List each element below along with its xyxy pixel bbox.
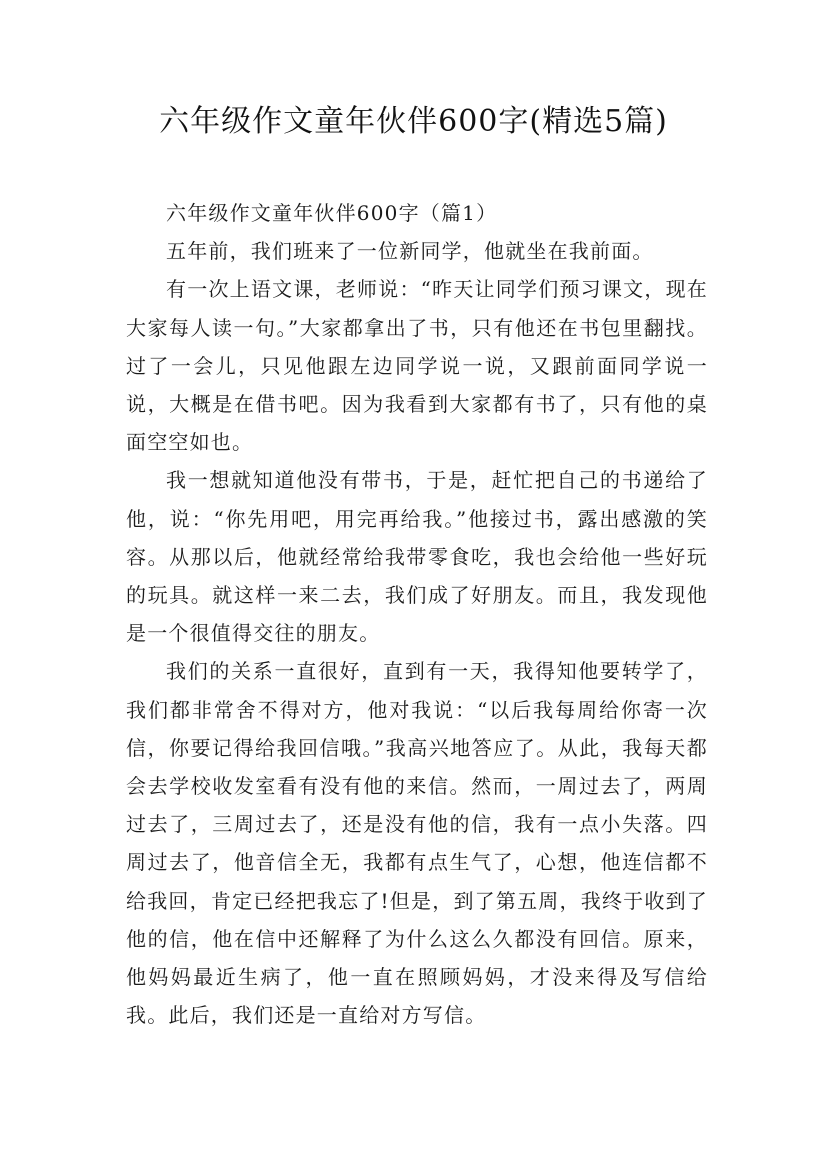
document-body: [126, 194, 708, 1034]
paragraph: 五年前，我们班来了一位新同学，他就坐在我前面。: [166, 239, 654, 264]
paragraph: 我一想就知道他没有带书，于是，赶忙把自己的书递给了他，说：“你先用吧，用完再给我。”他接过书，露出感激的笑容。从那以后，他就经常给我带零食吃，我也会给他一些好玩的玩具。就这样一来二去，我们成了好朋友。而且，我发现他是一个很值得交往的朋友。: [126, 468, 708, 646]
essay-heading: 六年级作文童年伙伴600字（篇1）: [166, 201, 498, 225]
paragraph: 我们的关系一直很好，直到有一天，我得知他要转学了，我们都非常舍不得对方，他对我说：“以后我每周给你寄一次信，你要记得给我回信哦。”我高兴地答应了。从此，我每天都会去学校收发室看有没有他的来信。然而，一周过去了，两周过去了，三周过去了，还是没有他的信，我有一点小失落。四周过去了，他音信全无，我都有点生气了，心想，他连信都不给我回，肯定已经把我忘了!但是，到了第五周，我终于收到了他的信，他在信中还解释了为什么这么久都没有回信。原来，他妈妈最近生病了，他一直在照顾妈妈，才没来得及写信给我。此后，我们还是一直给对方写信。: [126, 659, 708, 1028]
paragraph: 有一次上语文课，老师说：“昨天让同学们预习课文，现在大家每人读一句。”大家都拿出了书，只有他还在书包里翻找。过了一会儿，只见他跟左边同学说一说，又跟前面同学说一说，大概是在借书吧。因为我看到大家都有书了，只有他的桌面空空如也。: [126, 277, 708, 455]
document-title: 六年级作文童年伙伴600字(精选5篇): [159, 104, 668, 139]
